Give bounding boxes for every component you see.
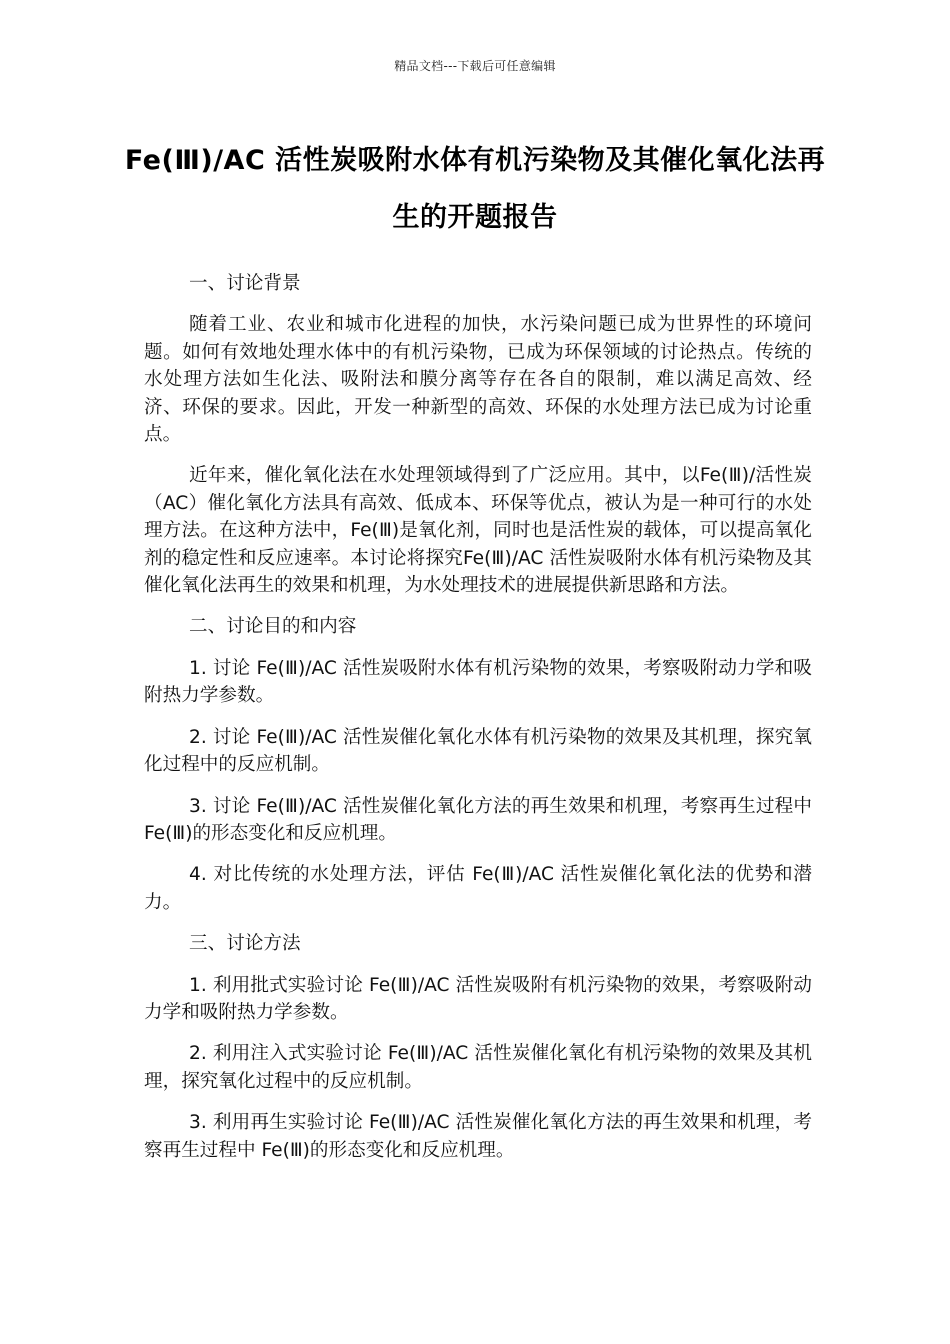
section-heading-objectives: 二、讨论目的和内容 [189,616,357,638]
section-heading-background: 一、讨论背景 [189,273,301,294]
list-item: 1. 利用批式实验讨论 Fe(Ⅲ)/AC 活性炭吸附有机污染物的效果，考察吸附动力学和吸附热力学参数。 [144,974,812,1023]
document-body [144,270,812,1178]
paragraph: 近年来，催化氧化法在水处理领域得到了广泛应用。其中，以Fe(Ⅲ)/活性炭（AC）催化氧化方法具有高效、低成本、环保等优点，被认为是一种可行的水处理方法。在这种方法中，Fe(Ⅲ)是氧化剂，同时也是活性炭的载体，可以提高氧化剂的稳定性和反应速率。本讨论将探究Fe(Ⅲ)/AC 活性炭吸附水体有机污染物及其催化氧化法再生的效果和机理，为水处理技术的进展提供新思路和方法。 [144,465,812,597]
list-item: 2. 讨论 Fe(Ⅲ)/AC 活性炭催化氧化水体有机污染物的效果及其机理，探究氧化过程中的反应机制。 [144,726,812,776]
list-item: 3. 利用再生实验讨论 Fe(Ⅲ)/AC 活性炭催化氧化方法的再生效果和机理，考察再生过程中 Fe(Ⅲ)的形态变化和反应机理。 [144,1112,812,1161]
list-item: 1. 讨论 Fe(Ⅲ)/AC 活性炭吸附水体有机污染物的效果，考察吸附动力学和吸附热力学参数。 [144,657,812,707]
document-title: Fe(Ⅲ)/AC 活性炭吸附水体有机污染物及其催化氧化法再生的开题报告 [124,145,826,233]
list-item: 2. 利用注入式实验讨论 Fe(Ⅲ)/AC 活性炭催化氧化有机污染物的效果及其机理，探究氧化过程中的反应机制。 [144,1043,812,1092]
list-item: 3. 讨论 Fe(Ⅲ)/AC 活性炭催化氧化方法的再生效果和机理，考察再生过程中 Fe(Ⅲ)的形态变化和反应机理。 [144,795,812,844]
paragraph: 随着工业、农业和城市化进程的加快，水污染问题已成为世界性的环境问题。如何有效地处理水体中的有机污染物，已成为环保领域的讨论热点。传统的水处理方法如生化法、吸附法和膜分离等存在各自的限制，难以满足高效、经济、环保的要求。因此，开发一种新型的高效、环保的水处理方法已成为讨论重点。 [144,314,812,446]
header-note: 精品文档---下载后可任意编辑 [394,59,556,73]
list-item: 4. 对比传统的水处理方法，评估 Fe(Ⅲ)/AC 活性炭催化氧化法的优势和潜力。 [144,864,812,913]
section-heading-methods: 三、讨论方法 [189,933,301,955]
